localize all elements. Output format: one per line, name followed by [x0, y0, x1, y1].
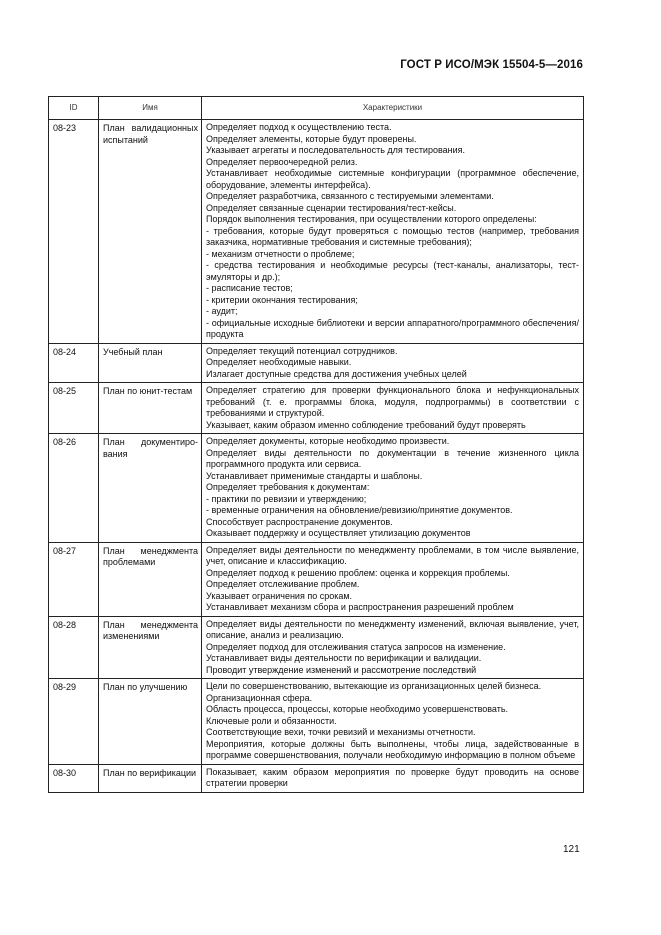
row-characteristics	[202, 679, 584, 765]
characteristic-line: Определяет виды деятельности по менеджменту проблемами, в том числе выявление, учет, описание и классификацию.	[206, 544, 579, 566]
row-name: План менеджмента изменениями	[99, 616, 202, 679]
row-name: План валидационных испытаний	[99, 120, 202, 344]
table-row	[49, 343, 584, 383]
characteristic-line: Указывает ограничения по срокам.	[206, 590, 353, 601]
characteristic-line: - расписание тестов;	[206, 283, 293, 293]
characteristic-line: Определяет элементы, которые будут проверены.	[206, 133, 417, 144]
document-header: ГОСТ Р ИСО/МЭК 15504-5—2016	[400, 59, 583, 71]
characteristic-line: - временные ограничения на обновление/ревизию/принятие документов.	[206, 505, 513, 515]
row-id: 08-23	[49, 120, 99, 344]
column-header-id: ID	[49, 97, 99, 120]
row-characteristics	[202, 542, 584, 616]
characteristic-line: Излагает доступные средства для достижения учебных целей	[206, 368, 467, 379]
characteristic-line: - требования, которые будут проверяться с помощью тестов (например, требования заказчика, нормативные требования и системные требования);	[206, 225, 579, 247]
column-header-name: Имя	[99, 97, 202, 120]
characteristic-line: Порядок выполнения тестирования, при осуществлении которого определены:	[206, 214, 537, 224]
characteristic-line: Указывает, каким образом именно соблюдение требований будут проверять	[206, 419, 526, 430]
table-body	[49, 120, 584, 793]
characteristic-line: Определяет разработчика, связанного с тестируемыми элементами.	[206, 191, 494, 201]
row-name: План по юнит-тестам	[99, 383, 202, 434]
table-row	[49, 679, 584, 765]
characteristic-line: - практики по ревизии и утверждению;	[206, 493, 367, 504]
characteristic-line: Мероприятия, которые должны быть выполнены, чтобы лица, задействованные в программе совершенствования, получали необходимую информацию в полном объеме	[206, 738, 579, 760]
characteristic-line: Устанавливает применимые стандарты и шаблоны.	[206, 470, 423, 481]
characteristic-line: - официальные исходные библиотеки и версии аппаратного/программного обеспечения/продукта	[206, 317, 579, 339]
characteristic-line: Определяет подход к осуществлению теста.	[206, 122, 392, 132]
row-name: План менеджмента проблемами	[99, 542, 202, 616]
row-characteristics	[202, 383, 584, 434]
characteristic-line: Ключевые роли и обязанности.	[206, 715, 337, 726]
table-row	[49, 616, 584, 679]
characteristic-line: Устанавливает необходимые системные конфигурации (программное обеспечение, оборудование, элементы интерфейса).	[206, 168, 579, 190]
table-row	[49, 542, 584, 616]
characteristic-line: Определяет текущий потенциал сотрудников.	[206, 345, 398, 356]
table-row	[49, 120, 584, 344]
row-id: 08-29	[49, 679, 99, 765]
characteristic-line: - средства тестирования и необходимые ресурсы (тест-каналы, анализаторы, тест-эмуляторы и др.);	[206, 260, 579, 282]
characteristic-line: Определяет необходимые навыки.	[206, 357, 352, 367]
table-header-row	[49, 97, 584, 120]
characteristic-line: Определяет требования к документам:	[206, 482, 370, 492]
characteristic-line: Соответствующие вехи, точки ревизий и механизмы отчетности.	[206, 727, 476, 737]
characteristic-line: Определяет стратегию для проверки функционального блока и нефункциональных требований (т. е. программы блока, модуля, подпрограммы) в соответствии с требованиями и структурой.	[206, 385, 579, 418]
characteristic-line: - механизм отчетности о проблеме;	[206, 248, 355, 259]
row-name: Учебный план	[99, 343, 202, 383]
table-row	[49, 764, 584, 792]
characteristic-line: Указывает агрегаты и последовательность для тестирования.	[206, 145, 466, 155]
row-characteristics	[202, 616, 584, 679]
characteristic-line: Определяет виды деятельности по менеджменту изменений, включая выявление, учет, описание, анализ и реализацию.	[206, 618, 579, 640]
characteristic-line: Цели по совершенствованию, вытекающие из организационных целей бизнеса.	[206, 681, 542, 691]
row-characteristics	[202, 434, 584, 543]
characteristic-line: Определяет связанные сценарии тестирования/тест-кейсы.	[206, 202, 457, 213]
row-id: 08-24	[49, 343, 99, 383]
characteristics-table	[48, 96, 584, 793]
page-number: 121	[563, 844, 580, 855]
row-name: План документирования	[99, 434, 202, 543]
row-name: План по улучшению	[99, 679, 202, 765]
characteristic-line: Определяет подход для отслеживания статуса запросов на изменение.	[206, 641, 506, 652]
column-header-characteristics: Характеристики	[202, 97, 584, 120]
row-name: План по верификации	[99, 764, 202, 792]
characteristic-line: Определяет виды деятельности по документации в течение жизненного цикла программного продукта или сервиса.	[206, 447, 579, 469]
characteristic-line: Область процесса, процессы, которые необходимо усовершенствовать.	[206, 704, 509, 714]
characteristic-line: - критерии окончания тестирования;	[206, 294, 358, 305]
row-id: 08-26	[49, 434, 99, 543]
characteristic-line: Определяет первоочередной релиз.	[206, 156, 358, 167]
row-id: 08-30	[49, 764, 99, 792]
row-id: 08-27	[49, 542, 99, 616]
characteristic-line: Показывает, каким образом мероприятия по проверке будут проводить на основе стратегии проверки	[206, 766, 579, 788]
row-characteristics	[202, 120, 584, 344]
characteristic-line: Устанавливает виды деятельности по верификации и валидации.	[206, 653, 482, 663]
characteristic-line: Определяет подход к решению проблем: оценка и коррекция проблемы.	[206, 567, 510, 578]
characteristic-line: Оказывает поддержку и осуществляет утилизацию документов	[206, 528, 471, 538]
characteristic-line: Проводит утверждение изменений и рассмотрение последствий	[206, 664, 477, 675]
table-row	[49, 434, 584, 543]
row-characteristics	[202, 764, 584, 792]
characteristic-line: Определяет отслеживание проблем.	[206, 579, 360, 589]
row-id: 08-25	[49, 383, 99, 434]
characteristic-line: - аудит;	[206, 306, 238, 316]
characteristic-line: Устанавливает механизм сбора и распространения разрешений проблем	[206, 602, 514, 612]
characteristic-line: Организационная сфера.	[206, 692, 313, 703]
table-row	[49, 383, 584, 434]
characteristic-line: Способствует распространение документов.	[206, 516, 393, 527]
row-id: 08-28	[49, 616, 99, 679]
row-characteristics	[202, 343, 584, 383]
characteristic-line: Определяет документы, которые необходимо произвести.	[206, 436, 450, 446]
